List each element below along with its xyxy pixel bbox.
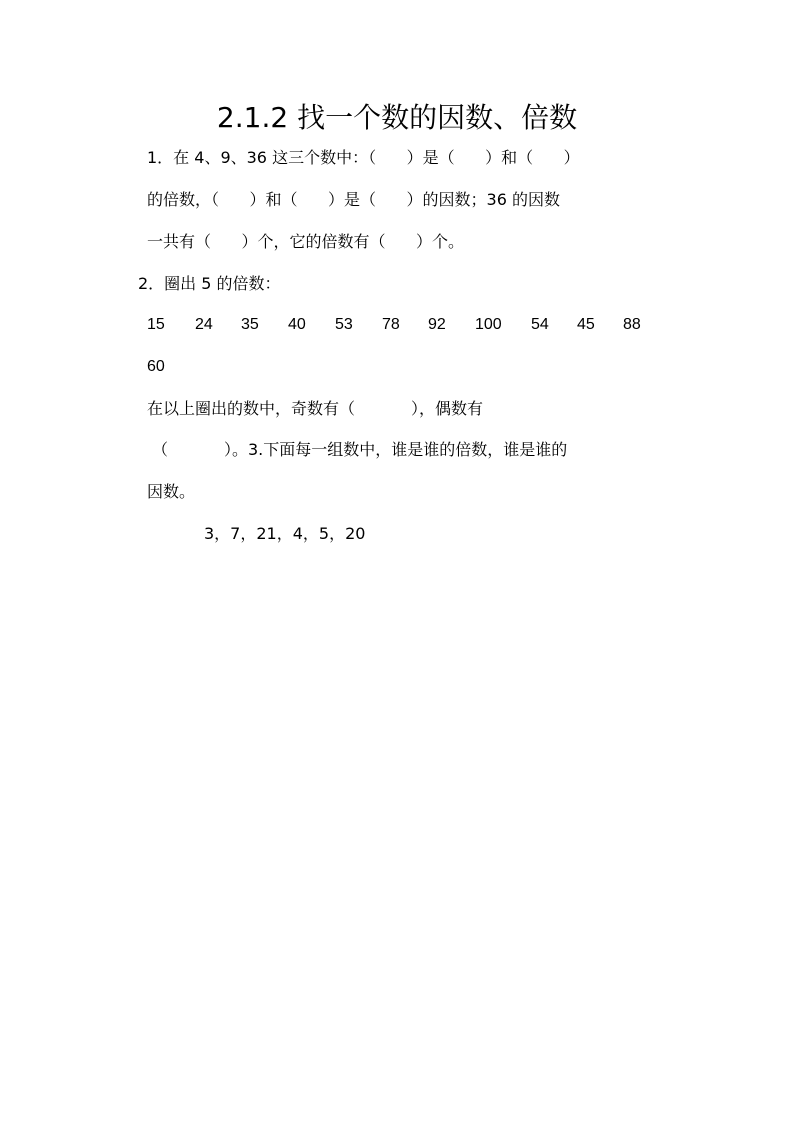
number-item: 54 [531,316,549,333]
number-item: 88 [623,316,641,333]
number-item: 24 [195,316,213,333]
question-3-numbers: 3，7，21，4，5，20 [204,524,366,543]
question-2-continue: （ ）。3.下面每一组数中，谁是谁的倍数，谁是谁的 [152,440,568,459]
question-3-end: 因数。 [147,482,196,501]
question-2-odd-even: 在以上圈出的数中，奇数有（ ），偶数有 [147,399,483,418]
number-item-last: 60 [147,358,165,375]
number-list [147,313,667,337]
number-item: 40 [288,316,306,333]
number-item: 92 [428,316,446,333]
number-item: 35 [241,316,259,333]
question-1-line-3: 一共有（ ）个，它的倍数有（ ）个。 [147,232,465,251]
number-item: 100 [475,316,502,333]
question-2-heading: 2．圈出 5 的倍数： [138,274,281,293]
number-item: 53 [335,316,353,333]
number-item: 78 [382,316,400,333]
number-item: 15 [147,316,165,333]
question-1-line-2: 的倍数，（ ）和（ ）是（ ）的因数；36 的因数 [147,190,560,209]
page-title: 2.1.2 找一个数的因数、倍数 [216,101,578,134]
number-item: 45 [577,316,595,333]
question-1-line-1: 1．在 4、9、36 这三个数中：（ ）是（ ）和（ ） [147,148,580,167]
